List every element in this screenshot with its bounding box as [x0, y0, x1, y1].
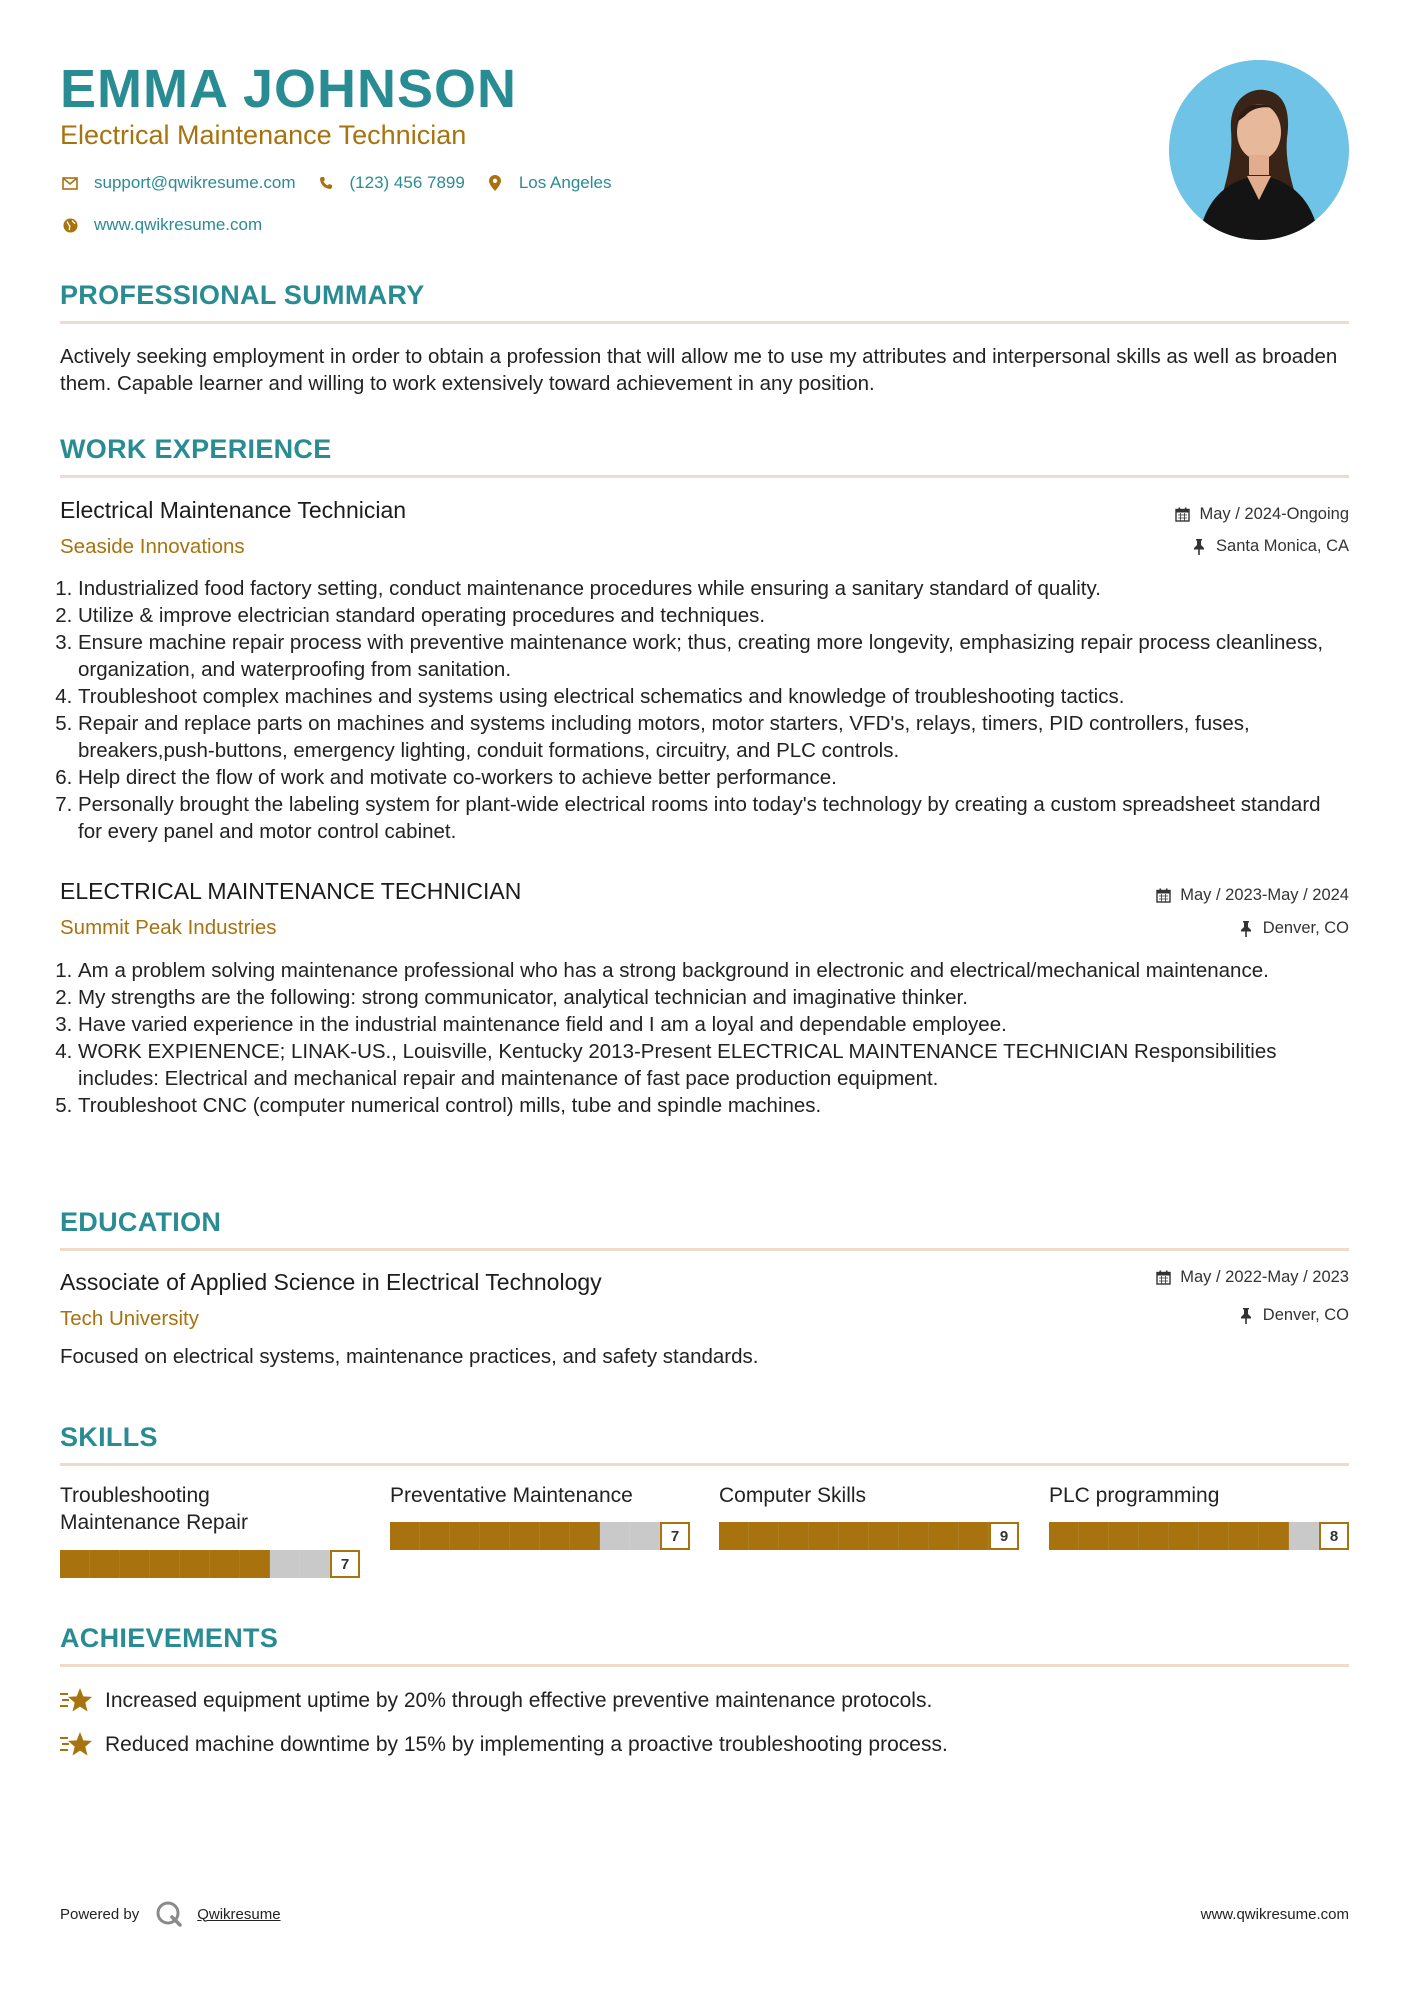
- envelope-icon: [60, 173, 80, 193]
- skill-level-bar: [60, 1550, 360, 1578]
- location-text: Los Angeles: [518, 173, 612, 192]
- skill-bar-segment: [1289, 1522, 1319, 1550]
- education-description: Focused on electrical systems, maintenance practices, and safety standards.: [60, 1345, 759, 1368]
- skill-bar-segment: [420, 1522, 450, 1550]
- section-divider: [60, 1664, 1349, 1667]
- skill-bar-segment: [749, 1522, 779, 1550]
- pushpin-icon: [1190, 538, 1208, 556]
- phone-number[interactable]: (123) 456 7899: [349, 173, 465, 192]
- skill-bar-segment: [480, 1522, 510, 1550]
- skill-name: Computer Skills: [719, 1484, 867, 1507]
- star-icon: [60, 1730, 94, 1760]
- skill-level-badge: 8: [1319, 1522, 1349, 1550]
- skill-bar-segment: [270, 1550, 300, 1578]
- list-item: 4. Troubleshoot complex machines and systems using electrical schematics and knowledge of troubleshooting tactics.: [78, 683, 1349, 710]
- achievement-text: Increased equipment uptime by 20% through effective preventive maintenance protocols.: [105, 1689, 933, 1712]
- school-name: Tech University: [60, 1307, 199, 1330]
- list-item: 3. Ensure machine repair process with preventive maintenance work; thus, creating more longevity, emphasizing repair process cleanliness, organization, and waterproofing from sanitation.: [78, 629, 1349, 683]
- skill-level-bar: [390, 1522, 690, 1550]
- skill-bar-segment: [779, 1522, 809, 1550]
- skill-bar-segment: [1259, 1522, 1289, 1550]
- achievement-item: [60, 1730, 948, 1760]
- skill-name: PLC programming: [1049, 1484, 1220, 1507]
- skill-item: [1049, 1482, 1349, 1582]
- skill-bar-segment: [869, 1522, 899, 1550]
- achievement-text: Reduced machine downtime by 15% by implementing a proactive troubleshooting process.: [105, 1733, 948, 1756]
- list-item: 2. Utilize & improve electrician standard operating procedures and techniques.: [78, 602, 1349, 629]
- education-location-text: Denver, CO: [1262, 1306, 1349, 1324]
- skill-bar-segment: [1199, 1522, 1229, 1550]
- skill-level-badge: 9: [989, 1522, 1019, 1550]
- job-location-text: Santa Monica, CA: [1216, 537, 1349, 555]
- job-bullet-list: [60, 957, 1349, 1119]
- job-location-text: Denver, CO: [1262, 919, 1349, 937]
- list-item: 2. My strengths are the following: strong communicator, analytical technician and imaginative thinker.: [78, 984, 1349, 1011]
- candidate-title: Electrical Maintenance Technician: [60, 120, 467, 150]
- skill-bar-segment: [899, 1522, 929, 1550]
- skill-bar-segment: [1079, 1522, 1109, 1550]
- skill-bar-segment: [540, 1522, 570, 1550]
- calendar-icon: [1173, 506, 1191, 524]
- skill-bar-segment: [719, 1522, 749, 1550]
- phone-icon: [316, 173, 336, 193]
- email-link[interactable]: support@qwikresume.com: [94, 173, 296, 192]
- company-name: Summit Peak Industries: [60, 916, 277, 939]
- brand-link[interactable]: Qwikresume: [197, 1905, 281, 1923]
- section-divider: [60, 475, 1349, 478]
- list-item: 4. WORK EXPIENENCE; LINAK-US., Louisville, Kentucky 2013-Present ELECTRICAL MAINTENANCE TECHNICIAN Responsibilities includes: Electrical and mechanical repair and maintenance of fast pace production equipment.: [78, 1038, 1349, 1092]
- skill-level-badge: 7: [660, 1522, 690, 1550]
- job-dates: [1173, 505, 1349, 524]
- job-dates: [1154, 886, 1349, 905]
- skill-name: Troubleshooting Maintenance Repair: [60, 1484, 248, 1534]
- list-item: 5. Troubleshoot CNC (computer numerical control) mills, tube and spindle machines.: [78, 1092, 1349, 1119]
- skill-bar-segment: [300, 1550, 330, 1578]
- list-item: 6. Help direct the flow of work and motivate co-workers to achieve better performance.: [78, 764, 1349, 791]
- list-item: 7. Personally brought the labeling system for plant-wide electrical rooms into today's technology by creating a custom spreadsheet standard for every panel and motor control cabinet.: [78, 791, 1349, 845]
- skill-bar-segment: [210, 1550, 240, 1578]
- skill-bar-segment: [90, 1550, 120, 1578]
- skill-bar-segment: [570, 1522, 600, 1550]
- job-dates-text: May / 2024-Ongoing: [1199, 505, 1349, 523]
- skill-bar-segment: [1109, 1522, 1139, 1550]
- skill-bar-segment: [809, 1522, 839, 1550]
- calendar-icon: [1154, 1269, 1172, 1287]
- list-item: 3. Have varied experience in the industrial maintenance field and I am a loyal and dependable employee.: [78, 1011, 1349, 1038]
- skill-bar-segment: [60, 1550, 90, 1578]
- achievement-item: [60, 1686, 932, 1716]
- skill-bar-segment: [150, 1550, 180, 1578]
- footer-powered-by: [60, 1900, 281, 1928]
- summary-heading: PROFESSIONAL SUMMARY: [60, 280, 425, 310]
- profile-photo: [1169, 60, 1349, 240]
- skill-item: [719, 1482, 1019, 1582]
- skill-bar-segment: [959, 1522, 989, 1550]
- skill-bar-segment: [120, 1550, 150, 1578]
- experience-heading: WORK EXPERIENCE: [60, 434, 332, 464]
- skill-bar-segment: [1049, 1522, 1079, 1550]
- skill-bar-segment: [240, 1550, 270, 1578]
- qwikresume-logo-icon: [155, 1900, 183, 1928]
- job-title: Electrical Maintenance Technician: [60, 497, 407, 523]
- skill-item: [60, 1482, 360, 1582]
- skill-bar-segment: [600, 1522, 630, 1550]
- job-location: [1237, 919, 1349, 938]
- skill-bar-segment: [450, 1522, 480, 1550]
- list-item: 1. Am a problem solving maintenance professional who has a strong background in electronic and electrical/mechanical maintenance.: [78, 957, 1349, 984]
- skill-bar-segment: [390, 1522, 420, 1550]
- skill-bar-segment: [929, 1522, 959, 1550]
- degree-title: Associate of Applied Science in Electrical Technology: [60, 1269, 602, 1295]
- skill-bar-segment: [839, 1522, 869, 1550]
- job-bullet-list: [60, 575, 1349, 845]
- skill-item: [390, 1482, 690, 1582]
- list-item: 5. Repair and replace parts on machines and systems including motors, motor starters, VFD's, relays, timers, PID controllers, fuses, breakers,push-buttons, emergency lighting, conduit formations, circuitry, and PLC controls.: [78, 710, 1349, 764]
- website-row: [60, 215, 282, 235]
- section-divider: [60, 321, 1349, 324]
- powered-by-label: Powered by: [60, 1905, 140, 1923]
- website-link[interactable]: www.qwikresume.com: [94, 215, 263, 234]
- skill-name: Preventative Maintenance: [390, 1484, 633, 1507]
- globe-icon: [60, 215, 80, 235]
- section-divider: [60, 1248, 1349, 1251]
- map-pin-icon: [485, 173, 505, 193]
- education-dates-text: May / 2022-May / 2023: [1180, 1268, 1349, 1286]
- education-location: [1237, 1306, 1349, 1325]
- calendar-icon: [1154, 887, 1172, 905]
- skill-bar-segment: [1169, 1522, 1199, 1550]
- skills-heading: SKILLS: [60, 1422, 158, 1452]
- job-location: [1190, 537, 1349, 556]
- company-name: Seaside Innovations: [60, 535, 245, 558]
- section-divider: [60, 1463, 1349, 1466]
- contact-row: [60, 173, 631, 193]
- star-icon: [60, 1686, 94, 1716]
- education-dates: [1154, 1268, 1349, 1287]
- skill-level-bar: [1049, 1522, 1349, 1550]
- skill-bar-segment: [1229, 1522, 1259, 1550]
- skill-bar-segment: [510, 1522, 540, 1550]
- skill-bar-segment: [180, 1550, 210, 1578]
- summary-text: Actively seeking employment in order to obtain a profession that will allow me to use my attributes and interpersonal skills as well as broaden them. Capable learner and willing to work extensively toward achievement in any position.: [60, 345, 1338, 395]
- skill-bar-segment: [1139, 1522, 1169, 1550]
- education-heading: EDUCATION: [60, 1207, 222, 1237]
- pushpin-icon: [1237, 1307, 1255, 1325]
- footer-url[interactable]: www.qwikresume.com: [1200, 1906, 1349, 1923]
- achievements-heading: ACHIEVEMENTS: [60, 1623, 279, 1653]
- resume-page: [60, 0, 1349, 1990]
- skill-bar-segment: [630, 1522, 660, 1550]
- pushpin-icon: [1237, 920, 1255, 938]
- list-item: 1. Industrialized food factory setting, conduct maintenance procedures while ensuring a sanitary standard of quality.: [78, 575, 1349, 602]
- job-title: ELECTRICAL MAINTENANCE TECHNICIAN: [60, 878, 522, 904]
- job-dates-text: May / 2023-May / 2024: [1180, 886, 1349, 904]
- skill-level-badge: 7: [330, 1550, 360, 1578]
- candidate-name: EMMA JOHNSON: [60, 59, 518, 119]
- skill-level-bar: [719, 1522, 1019, 1550]
